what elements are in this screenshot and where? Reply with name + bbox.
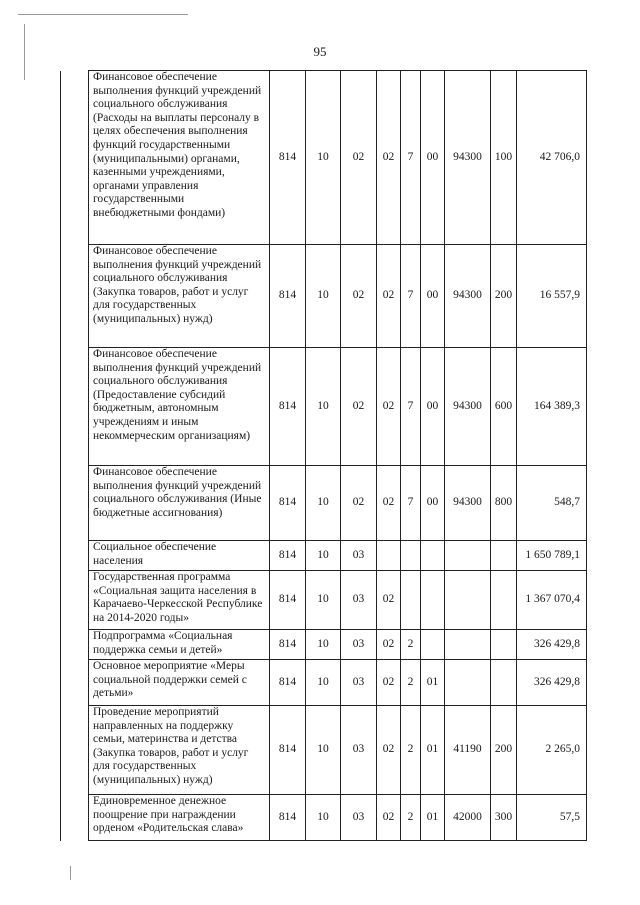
subprogram-code xyxy=(401,541,421,571)
index-column-cell xyxy=(61,541,89,571)
ministry-code: 814 xyxy=(270,71,306,245)
subsection-code: 02 xyxy=(341,71,377,245)
expense-type-code: 300 xyxy=(491,795,517,841)
subsection-code: 03 xyxy=(341,571,377,630)
program-code: 02 xyxy=(377,71,401,245)
amount: 548,7 xyxy=(517,466,587,541)
subprogram-code: 2 xyxy=(401,795,421,841)
index-column-cell xyxy=(61,71,89,245)
subsection-code: 02 xyxy=(341,466,377,541)
section-code: 10 xyxy=(306,71,341,245)
item-name: Единовременное денежное поощрение при награждении орденом «Родительская слава» xyxy=(89,795,270,841)
ministry-code: 814 xyxy=(270,795,306,841)
expense-type-code: 200 xyxy=(491,706,517,795)
table-row xyxy=(61,245,587,348)
table-row xyxy=(61,795,587,841)
table-row xyxy=(61,660,587,706)
section-code: 10 xyxy=(306,348,341,466)
direction-code xyxy=(445,541,491,571)
section-code: 10 xyxy=(306,466,341,541)
amount: 2 265,0 xyxy=(517,706,587,795)
direction-code xyxy=(445,660,491,706)
subsection-code: 03 xyxy=(341,630,377,660)
subprogram-code: 2 xyxy=(401,630,421,660)
page-number: 95 xyxy=(313,44,327,59)
main-event-code xyxy=(421,630,445,660)
item-name: Финансовое обеспечение выполнения функций учреждений социального обслуживания (Предоставление субсидий бюджетным, автономным учреждениям и иным некоммерческим организациям) xyxy=(89,348,270,466)
direction-code: 42000 xyxy=(445,795,491,841)
subsection-code: 03 xyxy=(341,795,377,841)
index-column-cell xyxy=(61,571,89,630)
main-event-code xyxy=(421,541,445,571)
index-column-cell xyxy=(61,660,89,706)
index-column-cell xyxy=(61,245,89,348)
scan-mark xyxy=(18,14,188,15)
table-row xyxy=(61,466,587,541)
subprogram-code xyxy=(401,571,421,630)
direction-code: 94300 xyxy=(445,348,491,466)
expense-type-code xyxy=(491,541,517,571)
table-row xyxy=(61,706,587,795)
expense-type-code xyxy=(491,630,517,660)
amount: 42 706,0 xyxy=(517,71,587,245)
program-code: 02 xyxy=(377,245,401,348)
program-code: 02 xyxy=(377,571,401,630)
scan-mark xyxy=(24,24,25,80)
index-column-cell xyxy=(61,706,89,795)
section-code: 10 xyxy=(306,795,341,841)
budget-table xyxy=(60,70,587,841)
index-column-cell xyxy=(61,630,89,660)
expense-type-code: 800 xyxy=(491,466,517,541)
amount: 1 650 789,1 xyxy=(517,541,587,571)
section-code: 10 xyxy=(306,630,341,660)
item-name: Государственная программа «Социальная защита населения в Карачаево-Черкесской Республике на 2014-2020 годы» xyxy=(89,571,270,630)
section-code: 10 xyxy=(306,660,341,706)
section-code: 10 xyxy=(306,706,341,795)
direction-code xyxy=(445,630,491,660)
subsection-code: 03 xyxy=(341,706,377,795)
subprogram-code: 7 xyxy=(401,245,421,348)
item-name: Финансовое обеспечение выполнения функций учреждений социального обслуживания (Иные бюджетные ассигнования) xyxy=(89,466,270,541)
expense-type-code: 200 xyxy=(491,245,517,348)
table-row xyxy=(61,571,587,630)
table-row xyxy=(61,541,587,571)
direction-code: 94300 xyxy=(445,466,491,541)
program-code xyxy=(377,541,401,571)
ministry-code: 814 xyxy=(270,706,306,795)
index-column-cell xyxy=(61,466,89,541)
direction-code: 41190 xyxy=(445,706,491,795)
subsection-code: 03 xyxy=(341,660,377,706)
main-event-code: 00 xyxy=(421,466,445,541)
index-column-cell xyxy=(61,348,89,466)
program-code: 02 xyxy=(377,630,401,660)
program-code: 02 xyxy=(377,348,401,466)
section-code: 10 xyxy=(306,541,341,571)
main-event-code: 01 xyxy=(421,795,445,841)
amount: 1 367 070,4 xyxy=(517,571,587,630)
section-code: 10 xyxy=(306,245,341,348)
table-row xyxy=(61,71,587,245)
main-event-code xyxy=(421,571,445,630)
direction-code: 94300 xyxy=(445,245,491,348)
program-code: 02 xyxy=(377,795,401,841)
program-code: 02 xyxy=(377,660,401,706)
ministry-code: 814 xyxy=(270,571,306,630)
item-name: Социальное обеспечение населения xyxy=(89,541,270,571)
main-event-code: 01 xyxy=(421,660,445,706)
main-event-code: 00 xyxy=(421,245,445,348)
expense-type-code xyxy=(491,660,517,706)
subsection-code: 03 xyxy=(341,541,377,571)
ministry-code: 814 xyxy=(270,630,306,660)
subprogram-code: 2 xyxy=(401,706,421,795)
amount: 57,5 xyxy=(517,795,587,841)
item-name: Финансовое обеспечение выполнения функций учреждений социального обслуживания (Расходы на выплаты персоналу в целях обеспечения выполнения функций государственными (муниципальными) органами, казенными учреждениями, органами управления государственными внебюджетными фондами) xyxy=(89,71,270,245)
ministry-code: 814 xyxy=(270,245,306,348)
direction-code xyxy=(445,571,491,630)
amount: 16 557,9 xyxy=(517,245,587,348)
item-name: Проведение мероприятий направленных на поддержку семьи, материнства и детства (Закупка товаров, работ и услуг для государственных (муниципальных) нужд) xyxy=(89,706,270,795)
subsection-code: 02 xyxy=(341,348,377,466)
program-code: 02 xyxy=(377,706,401,795)
main-event-code: 00 xyxy=(421,348,445,466)
subprogram-code: 7 xyxy=(401,466,421,541)
table-row xyxy=(61,348,587,466)
index-column-cell xyxy=(61,795,89,841)
subprogram-code: 7 xyxy=(401,71,421,245)
expense-type-code xyxy=(491,571,517,630)
expense-type-code: 100 xyxy=(491,71,517,245)
item-name: Подпрограмма «Социальная поддержка семьи и детей» xyxy=(89,630,270,660)
ministry-code: 814 xyxy=(270,541,306,571)
scan-mark xyxy=(70,866,71,880)
main-event-code: 01 xyxy=(421,706,445,795)
main-event-code: 00 xyxy=(421,71,445,245)
subprogram-code: 7 xyxy=(401,348,421,466)
amount: 164 389,3 xyxy=(517,348,587,466)
ministry-code: 814 xyxy=(270,660,306,706)
subsection-code: 02 xyxy=(341,245,377,348)
table-row xyxy=(61,630,587,660)
item-name: Основное мероприятие «Меры социальной поддержки семей с детьми» xyxy=(89,660,270,706)
section-code: 10 xyxy=(306,571,341,630)
expense-type-code: 600 xyxy=(491,348,517,466)
direction-code: 94300 xyxy=(445,71,491,245)
subprogram-code: 2 xyxy=(401,660,421,706)
ministry-code: 814 xyxy=(270,466,306,541)
program-code: 02 xyxy=(377,466,401,541)
ministry-code: 814 xyxy=(270,348,306,466)
item-name: Финансовое обеспечение выполнения функций учреждений социального обслуживания (Закупка товаров, работ и услуг для государственных (муниципальных) нужд) xyxy=(89,245,270,348)
amount: 326 429,8 xyxy=(517,630,587,660)
amount: 326 429,8 xyxy=(517,660,587,706)
